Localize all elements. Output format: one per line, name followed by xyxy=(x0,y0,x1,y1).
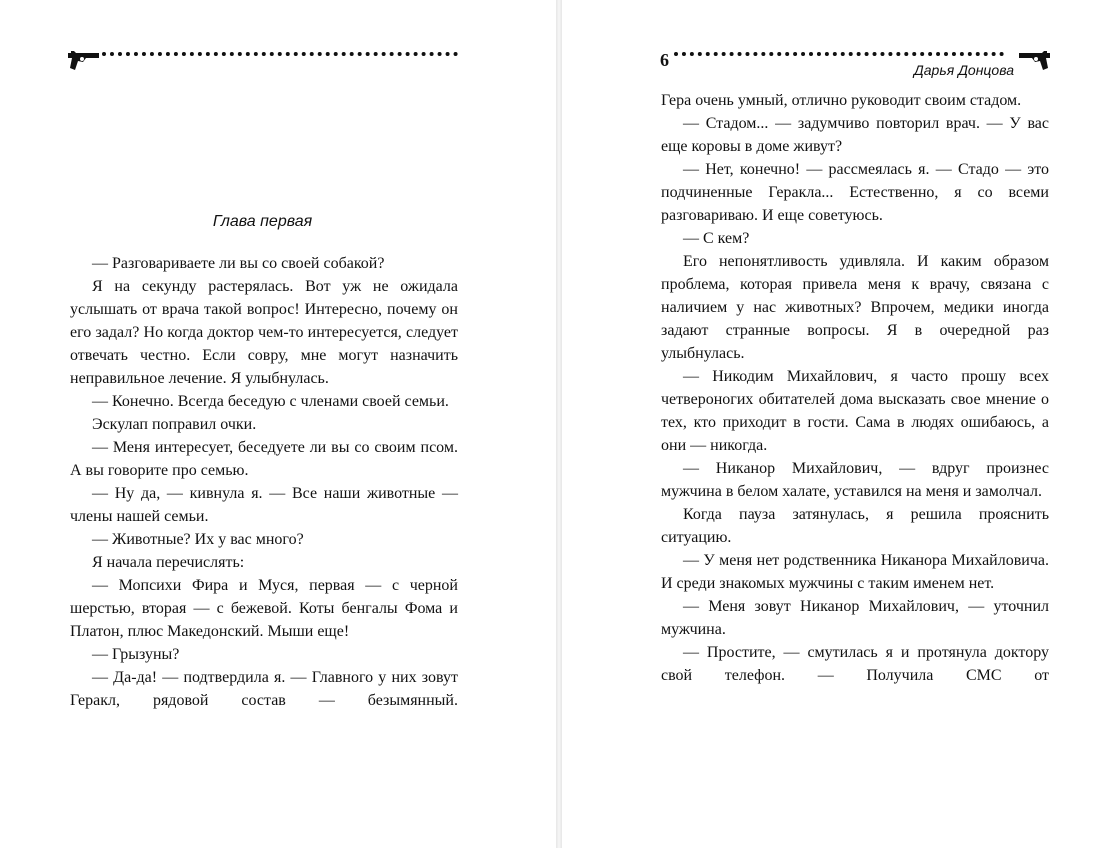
paragraph: — Мопсихи Фира и Муся, первая — с черной шерстью, вторая — с бежевой. Коты бенгалы Фома и Платон, плюс Македонский. Мыши еще! xyxy=(70,577,458,640)
header-rule xyxy=(674,52,1004,56)
revolver-icon xyxy=(1017,48,1055,74)
revolver-icon xyxy=(63,48,101,74)
running-head-author: Дарья Донцова xyxy=(913,62,1014,78)
paragraph: Я начала перечислять: xyxy=(92,554,245,571)
page-number: 6 xyxy=(660,50,669,70)
paragraph: — Грызуны? xyxy=(92,646,180,663)
paragraph: Когда пауза затянулась, я решила прояснить ситуацию. xyxy=(661,506,1049,546)
paragraph: — У меня нет родственника Никанора Михайловича. И среди знакомых мужчины с таким именем нет. xyxy=(661,552,1049,592)
paragraph: — Нет, конечно! — рассмеялась я. — Стадо — это подчиненные Геракла... Естественно, я со всеми разговариваю. И еще советуюсь. xyxy=(661,161,1049,224)
paragraph: Я на секунду растерялась. Вот уж не ожидала услышать от врача такой вопрос! Интересно, почему он его задал? Но когда доктор чем-то интересуется, следует отвечать честно. Если совру, мне могут назначить неправильное лечение. Я улыбнулась. xyxy=(70,278,458,387)
paragraph: — Простите, — смутилась я и протянула доктору свой телефон. — Получила СМС от xyxy=(661,644,1049,684)
paragraph: — Меня интересует, беседуете ли вы со своим псом. А вы говорите про семью. xyxy=(70,439,458,479)
left-page-text xyxy=(70,252,458,712)
right-page xyxy=(562,0,1118,848)
paragraph: — Стадом... — задумчиво повторил врач. — У вас еще коровы в доме живут? xyxy=(661,115,1049,155)
paragraph: Эскулап поправил очки. xyxy=(92,416,257,433)
paragraph: — С кем? xyxy=(683,230,750,247)
paragraph: — Никодим Михайлович, я часто прошу всех четвероногих обитателей дома высказать свое мнение о тех, кто приходит в гости. Сама в людях ошибаюсь, а они — никогда. xyxy=(661,368,1049,454)
paragraph: Гера очень умный, отлично руководит своим стадом. xyxy=(661,92,1022,109)
paragraph: Его непонятливость удивляла. И каким образом проблема, которая привела меня к врачу, связана с наличием у нас животных? Впрочем, медики иногда задают странные вопросы. Я в очередной раз улыбнулась. xyxy=(661,253,1049,362)
paragraph: — Никанор Михайлович, — вдруг произнес мужчина в белом халате, уставился на меня и замолчал. xyxy=(661,460,1049,500)
paragraph: — Животные? Их у вас много? xyxy=(92,531,304,548)
chapter-title: Глава первая xyxy=(212,213,313,230)
left-page xyxy=(0,0,556,848)
paragraph: — Да-да! — подтвердила я. — Главного у них зовут Геракл, рядовой состав — безымянный. xyxy=(70,669,458,709)
paragraph: — Ну да, — кивнула я. — Все наши животные — члены нашей семьи. xyxy=(70,485,458,525)
paragraph: — Разговариваете ли вы со своей собакой? xyxy=(92,255,385,272)
header-rule xyxy=(102,52,458,56)
paragraph: — Меня зовут Никанор Михайлович, — уточнил мужчина. xyxy=(661,598,1049,638)
paragraph: — Конечно. Всегда беседую с членами своей семьи. xyxy=(92,393,449,410)
right-page-text xyxy=(661,89,1049,687)
